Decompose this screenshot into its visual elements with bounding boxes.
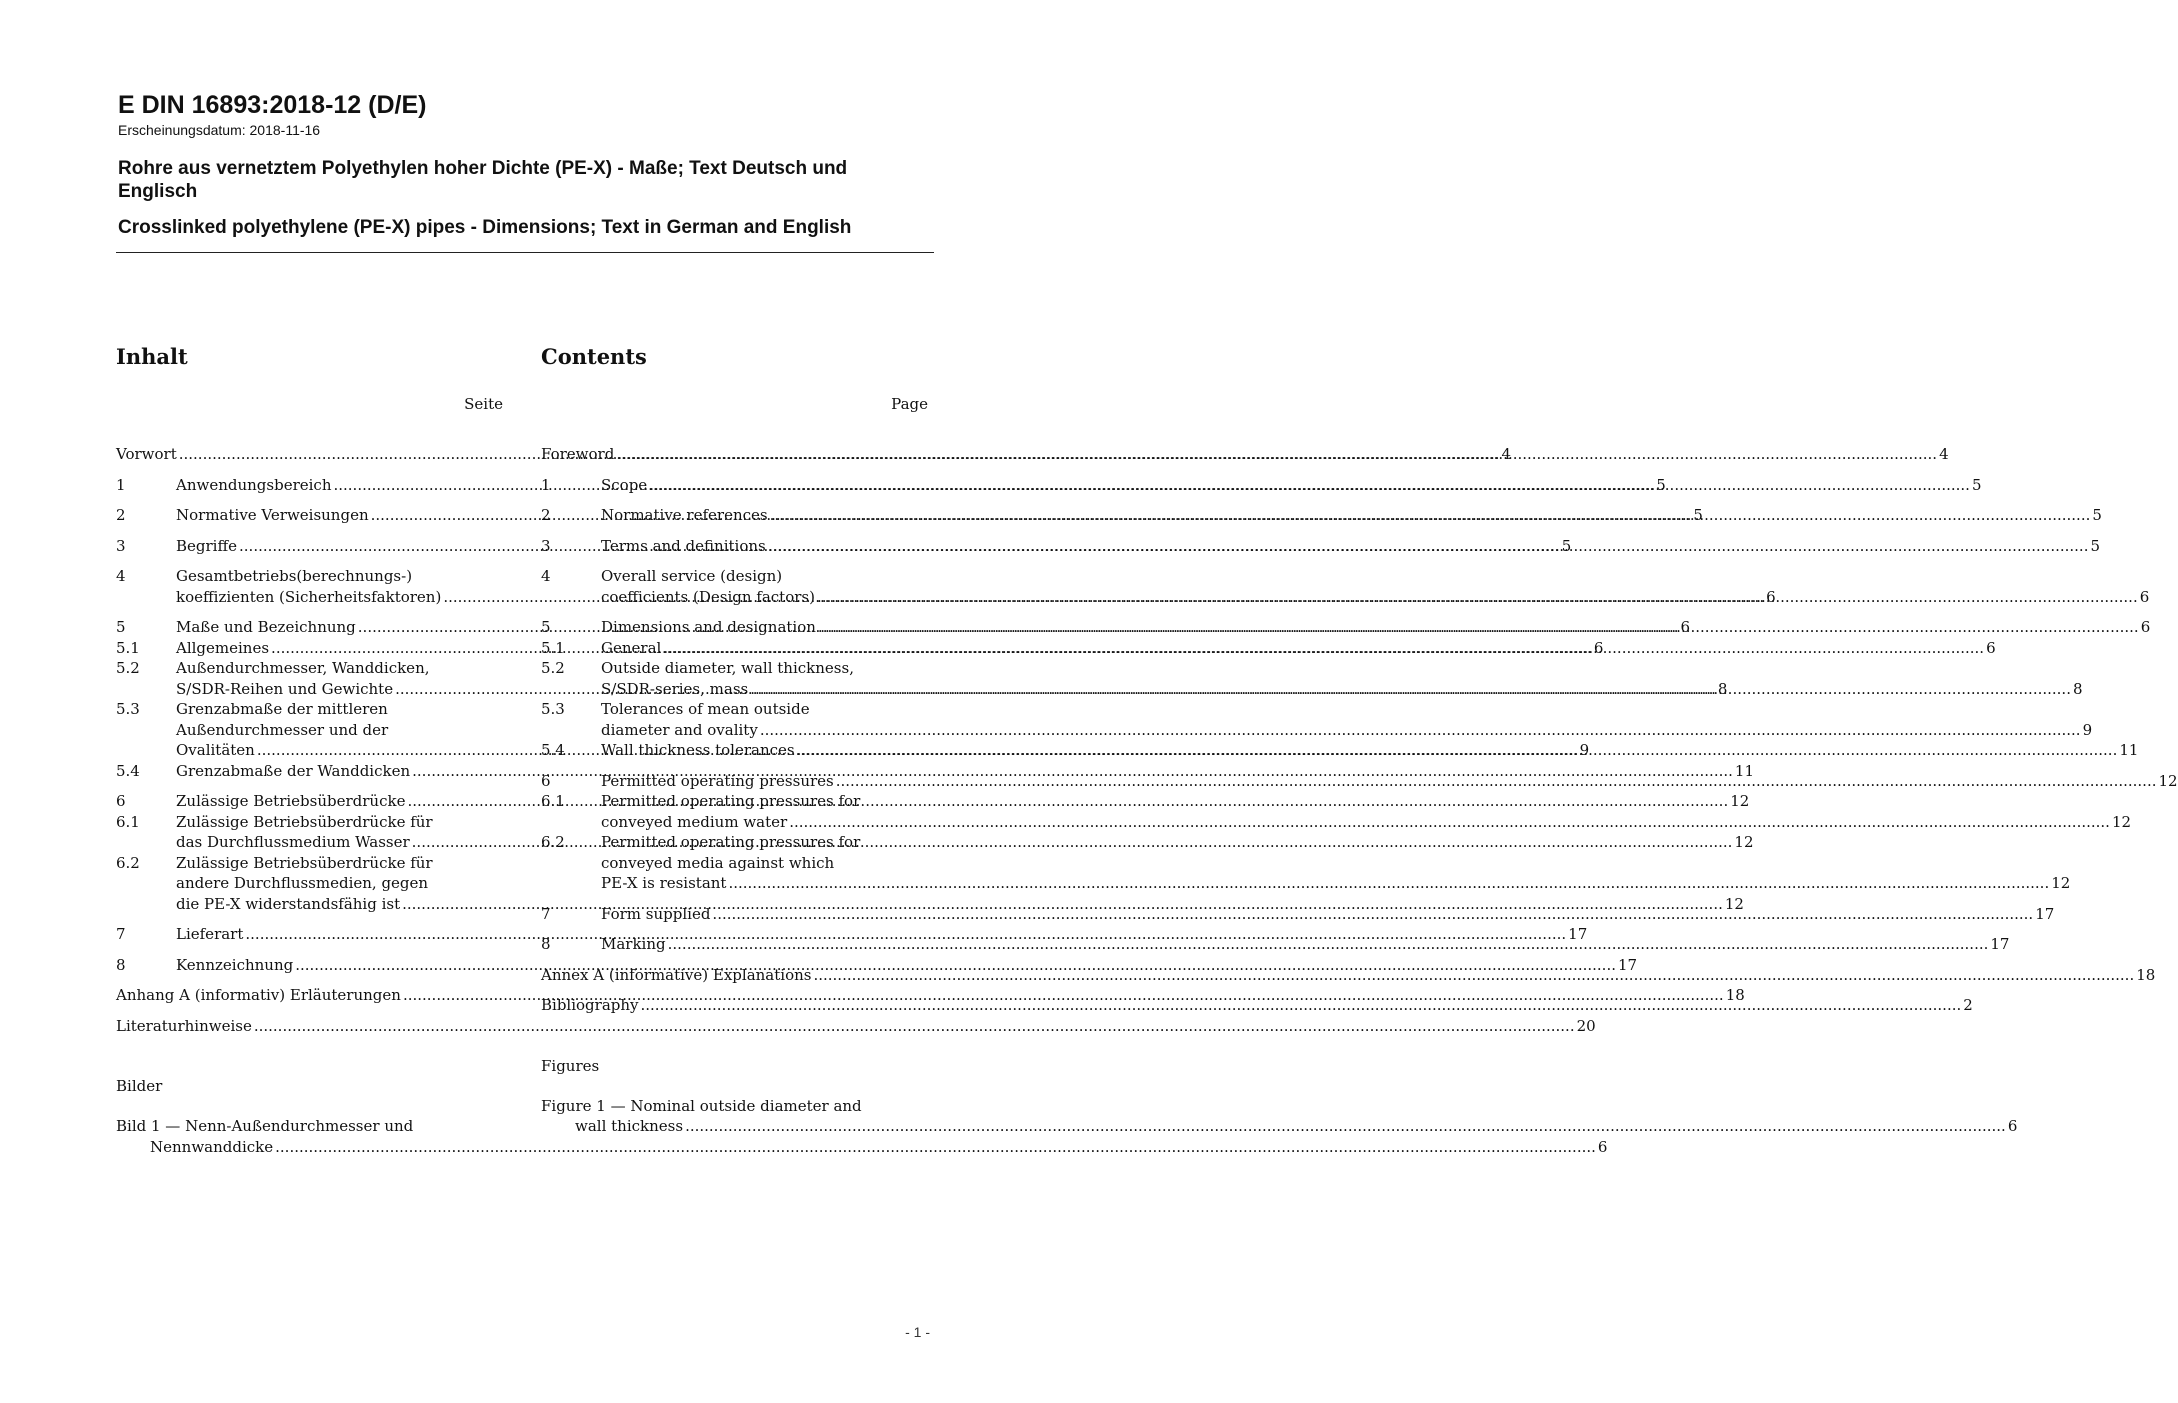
dot-leader	[668, 934, 1989, 955]
dot-leader	[641, 995, 1962, 1016]
dot-leader	[275, 1137, 1596, 1158]
document-header	[118, 90, 934, 239]
toc-entry[interactable]	[541, 536, 2101, 557]
toc-entry[interactable]	[541, 444, 1949, 465]
toc-spacer	[116, 945, 503, 955]
toc-entry[interactable]	[541, 658, 2083, 699]
toc-entry-title: Zulässige Betriebsüberdrücke für	[176, 853, 433, 872]
toc-entry-title: Lieferart	[176, 925, 244, 943]
figure-entry-page: 6	[2007, 1117, 2018, 1135]
header-rule	[116, 252, 934, 253]
toc-entry-title: Bibliography	[541, 996, 639, 1014]
toc-spacer	[116, 781, 503, 791]
toc-entry-number: 7	[116, 925, 126, 943]
toc-entry-number: 3	[116, 536, 126, 555]
toc-entry-title: Zulässige Betriebsüberdrücke	[176, 792, 406, 810]
toc-entry-text	[601, 699, 2092, 740]
figure-entry-line	[541, 1096, 928, 1117]
toc-spacer	[116, 975, 503, 985]
toc-entry-title: Gesamtbetriebs(berechnungs-)	[176, 567, 413, 585]
toc-entry-title: koeffizienten (Sicherheitsfaktoren)	[176, 587, 442, 606]
toc-entry-page: 18	[1725, 986, 1745, 1004]
toc-entry-title: PE-X is resistant	[601, 874, 727, 892]
toc-entry-number: 2	[541, 506, 551, 524]
toc-entry-title: Vorwort	[116, 445, 177, 463]
toc-entry-number: 5	[116, 618, 126, 636]
toc-entry-title: Marking	[601, 935, 666, 953]
toc-entry-text	[601, 791, 2131, 832]
toc-spacer	[116, 526, 503, 536]
toc-entry-number: 8	[116, 955, 126, 974]
figure-entry-title: Bild 1 — Nenn-Außendurchmesser und	[116, 1117, 414, 1135]
toc-entry-page: 5	[2090, 536, 2101, 555]
toc-spacer	[541, 495, 928, 505]
page-number: - 1 -	[905, 1324, 930, 1340]
toc-entry-page: 6	[1680, 618, 1691, 636]
toc-entry-title: Außendurchmesser und der	[176, 720, 389, 739]
toc-entry-line	[601, 475, 1982, 496]
toc-entry-page: 11	[2119, 741, 2139, 759]
toc-entry-title: diameter and ovality	[601, 720, 758, 739]
toc-entry-line	[541, 995, 1973, 1016]
toc-entry-page: 18	[2136, 965, 2156, 984]
toc-entry-line	[601, 679, 2083, 700]
toc-entry[interactable]	[541, 699, 2093, 740]
toc-entry-title: Allgemeines	[176, 638, 270, 657]
toc-spacer	[541, 894, 928, 904]
toc-entry-number: 7	[541, 904, 551, 923]
toc-entry-page: 8	[2072, 679, 2083, 698]
dot-leader	[760, 720, 2081, 741]
toc-entry-page: 12	[1730, 792, 1750, 810]
toc-spacer	[541, 761, 928, 771]
toc-entry-number: 5.1	[541, 638, 565, 657]
toc-entry-title: Ovalitäten	[176, 741, 255, 759]
toc-entry-line	[601, 934, 2009, 955]
toc-entry-line	[601, 771, 2178, 792]
toc-entry-number: 3	[541, 536, 551, 555]
toc-entry-number: 6.2	[541, 833, 565, 851]
figure-entry-line	[541, 1116, 2018, 1137]
dot-leader	[797, 740, 2118, 761]
toc-entry-title: Normative Verweisungen	[176, 506, 369, 524]
figure-entry-title: Figure 1 — Nominal outside diameter and	[541, 1096, 862, 1115]
toc-spacer	[541, 607, 928, 617]
toc-entry-text	[601, 904, 2054, 925]
publication-date: Erscheinungsdatum: 2018-11-16	[118, 122, 321, 138]
toc-entry-page: 5	[1971, 475, 1982, 494]
toc-entry-page: 11	[1734, 761, 1754, 780]
dot-leader	[712, 904, 2033, 925]
toc-entry-page: 17	[1568, 925, 1588, 943]
toc-entry-line	[541, 965, 2155, 986]
toc-entry-title: General	[601, 638, 662, 657]
toc-entry-page: 4	[1939, 445, 1949, 463]
dot-leader	[817, 587, 2138, 608]
toc-entry-text	[601, 638, 1996, 659]
toc-heading-english: Contents	[541, 344, 647, 369]
toc-entry-title: Tolerances of mean outside	[601, 700, 810, 718]
toc-entry-title: Grenzabmaße der Wanddicken	[176, 761, 411, 780]
toc-entry-line	[601, 791, 2131, 812]
toc-entry-number: 6	[116, 792, 126, 810]
toc-entry-title: Scope	[601, 475, 648, 494]
toc-entry-text	[541, 444, 1949, 465]
figure-entry-page: 6	[1597, 1137, 1608, 1156]
toc-entry[interactable]	[541, 566, 2150, 607]
toc-entry-title: Anwendungsbereich	[176, 475, 332, 494]
toc-entry-page: 12	[2111, 812, 2132, 831]
toc-entry[interactable]	[541, 771, 2178, 792]
title-english: Crosslinked polyethylene (PE-X) pipes - Dimensions; Text in German and English	[118, 217, 852, 238]
dot-leader	[663, 638, 1984, 659]
toc-entry-page: 17	[1618, 955, 1638, 974]
toc-entry-line	[601, 904, 2054, 925]
toc-entry-page: 12	[2158, 771, 2178, 790]
toc-entry-number: 1	[116, 475, 126, 494]
toc-entry-text	[601, 934, 2009, 955]
figures-heading-english: Figures	[541, 1056, 600, 1075]
toc-spacer	[541, 985, 928, 995]
toc-entry-text	[601, 536, 2100, 557]
toc-entry-page: 12	[1724, 894, 1744, 913]
toc-spacer	[116, 1006, 503, 1016]
toc-entry-number: 5.2	[541, 659, 565, 677]
dot-leader	[728, 873, 2049, 894]
toc-entry-title: conveyed medium water	[601, 812, 788, 831]
dot-leader	[768, 536, 2089, 557]
toc-entry-title: S/SDR-series, mass	[601, 679, 749, 698]
toc-entry-title: Kennzeichnung	[176, 955, 294, 974]
toc-entry-title: Außendurchmesser, Wanddicken,	[176, 659, 430, 677]
toc-entry-line	[601, 873, 2070, 894]
toc-entry[interactable]	[541, 617, 2151, 638]
toc-entry-line	[601, 536, 2100, 557]
toc-entry-title: Foreword	[541, 445, 615, 463]
toc-entry-title: Form supplied	[601, 904, 711, 923]
toc-entry-page: 9	[2082, 720, 2093, 739]
toc-entry-title: Literaturhinweise	[116, 1016, 252, 1035]
dot-leader	[818, 617, 2139, 638]
figure-entry-title: Nennwanddicke	[150, 1137, 274, 1156]
toc-entry[interactable]	[541, 832, 2071, 894]
toc-entry[interactable]	[541, 475, 1982, 496]
toc-entry-title: Dimensions and designation	[601, 618, 816, 636]
toc-spacer	[541, 924, 928, 934]
toc-entry-text	[541, 995, 1973, 1016]
toc-entry-line	[601, 832, 2070, 853]
figures-heading-german: Bilder	[116, 1077, 163, 1095]
toc-entry-page: 17	[1990, 935, 2010, 953]
toc-entry-number: 8	[541, 935, 551, 953]
dot-leader	[789, 812, 2110, 833]
toc-entry-number: 6.2	[116, 853, 140, 872]
toc-entry-title: coefficients (Design factors)	[601, 587, 815, 606]
toc-entry-number: 4	[116, 567, 126, 585]
toc-entry-number: 5.4	[541, 741, 565, 759]
toc-entry-title: die PE-X widerstandsfähig ist	[176, 894, 401, 913]
toc-spacer	[541, 465, 928, 475]
toc-entry-number: 4	[541, 567, 551, 585]
toc-entry-number: 6	[541, 771, 551, 790]
toc-spacer	[116, 914, 503, 924]
toc-entry-text	[601, 832, 2070, 894]
toc-entry[interactable]	[541, 505, 2102, 526]
toc-entry-page: 6	[1986, 638, 1996, 657]
toc-entry-title: Overall service (design)	[601, 567, 783, 585]
toc-entry[interactable]	[116, 1016, 1596, 1037]
dot-leader	[685, 1116, 2006, 1137]
toc-entry-line	[601, 587, 2149, 608]
toc-entry-number: 2	[116, 506, 126, 524]
toc-entry-page: 4	[1501, 445, 1512, 463]
toc-entry-page: 12	[2051, 874, 2071, 892]
toc-entry-page: 6	[1593, 638, 1604, 657]
dot-leader	[770, 505, 2091, 526]
dot-leader	[836, 771, 2157, 792]
toc-entry-title: Zulässige Betriebsüberdrücke für	[176, 812, 433, 831]
toc-entry-title: Wall thickness tolerances	[601, 741, 795, 759]
toc-entry-page: 12	[1734, 833, 1754, 851]
toc-entry[interactable]	[541, 904, 2055, 925]
toc-entry-page: 8	[1717, 679, 1728, 698]
toc-spacer	[116, 495, 503, 505]
toc-entry-page: 5	[1561, 536, 1572, 555]
toc-entry-line	[601, 638, 1996, 659]
toc-entry-text	[541, 965, 2155, 986]
toc-entry-page: 6	[2139, 587, 2150, 606]
toc-entry-page: 5	[2092, 506, 2102, 524]
toc-entry-title: Permitted operating pressures for	[601, 792, 861, 810]
dot-leader	[750, 679, 2071, 700]
toc-entry-number: 6.1	[116, 812, 140, 831]
toc-entry-title: Permitted operating pressures for	[601, 833, 861, 851]
toc-entry-title: andere Durchflussmedien, gegen	[176, 874, 429, 892]
toc-entry-title: das Durchflussmedium Wasser	[176, 833, 410, 851]
toc-entry-text	[601, 771, 2178, 792]
toc-entry-text	[601, 475, 1982, 496]
dot-leader	[649, 475, 1970, 496]
toc-entry-number: 5.4	[116, 761, 140, 780]
toc-entry-line	[601, 566, 2149, 587]
page-column-label-english: Page	[891, 395, 928, 413]
toc-entry-page: 9	[1579, 741, 1590, 759]
toc-entry-line	[541, 444, 1949, 465]
toc-heading-german: Inhalt	[116, 344, 188, 369]
toc-entry-title: Normative references	[601, 506, 768, 524]
toc-entry-line	[601, 720, 2092, 741]
toc-entry-text	[601, 617, 2150, 638]
dot-leader	[813, 965, 2134, 986]
toc-entry-line	[601, 617, 2150, 638]
toc-spacer	[541, 526, 928, 536]
page-column-label-german: Seite	[464, 395, 503, 413]
toc-entry-title: Outside diameter, wall thickness,	[601, 659, 854, 677]
toc-entry[interactable]	[541, 934, 2010, 955]
toc-spacer	[116, 556, 503, 566]
toc-entry-text	[601, 740, 2138, 761]
toc-entry-title: Grenzabmaße der mittleren	[176, 700, 388, 718]
toc-entry-number: 1	[541, 475, 551, 494]
toc-entry-title: Begriffe	[176, 536, 238, 555]
toc-entry[interactable]	[541, 740, 2139, 761]
figure-entry-line	[116, 1116, 503, 1137]
toc-spacer	[116, 465, 503, 475]
toc-entry[interactable]	[541, 965, 2156, 986]
title-german: Rohre aus vernetztem Polyethylen hoher Dichte (PE-X) - Maße; Text Deutsch und Englisch	[118, 158, 848, 202]
toc-spacer	[541, 955, 928, 965]
figure-entry-title: wall thickness	[575, 1117, 684, 1135]
toc-entry[interactable]	[541, 638, 1996, 659]
toc-entry[interactable]	[541, 791, 2132, 832]
figure-entry-line	[116, 1137, 1608, 1158]
toc-list-english	[541, 444, 2178, 1016]
toc-entry-title: Annex A (informative) Explanations	[541, 965, 812, 984]
toc-entry-title: Terms and definitions	[601, 536, 766, 555]
toc-entry-text	[601, 658, 2083, 699]
toc-entry-title: Anhang A (informativ) Erläuterungen	[116, 986, 401, 1004]
toc-spacer	[116, 607, 503, 617]
toc-entry-line	[601, 699, 2092, 720]
toc-entry-page: 5	[1693, 506, 1703, 524]
toc-entry-line	[601, 658, 2083, 679]
toc-entry-line	[601, 505, 2102, 526]
dot-leader	[616, 444, 1937, 465]
toc-entry-number: 5.3	[116, 700, 140, 718]
toc-entry-text	[601, 505, 2102, 526]
toc-entry-line	[601, 853, 2070, 874]
toc-entry-title: conveyed media against which	[601, 853, 835, 872]
toc-entry-line	[601, 812, 2131, 833]
toc-entry-number: 5.2	[116, 659, 140, 677]
toc-entry-title: S/SDR-Reihen und Gewichte	[176, 679, 394, 698]
figure-entry-english[interactable]	[541, 1096, 2018, 1137]
toc-entry-line	[601, 740, 2138, 761]
toc-entry-title: Maße und Bezeichnung	[176, 618, 356, 636]
toc-entry-number: 5	[541, 618, 551, 636]
toc-entry-number: 6.1	[541, 792, 565, 810]
toc-entry-text	[601, 566, 2149, 607]
toc-entry-page: 2	[1963, 996, 1973, 1014]
toc-entry-number: 5.1	[116, 638, 140, 657]
toc-entry-page: 6	[2140, 618, 2151, 636]
toc-entry-page: 17	[2035, 904, 2055, 923]
toc-entry-title: Permitted operating pressures	[601, 771, 834, 790]
toc-spacer	[541, 556, 928, 566]
toc-entry-page: 20	[1576, 1016, 1596, 1035]
toc-entry-page: 5	[1656, 475, 1666, 494]
toc-entry-number: 5.3	[541, 700, 565, 718]
document-id: E DIN 16893:2018-12 (D/E)	[118, 91, 427, 119]
toc-entry-page: 6	[1766, 587, 1776, 606]
